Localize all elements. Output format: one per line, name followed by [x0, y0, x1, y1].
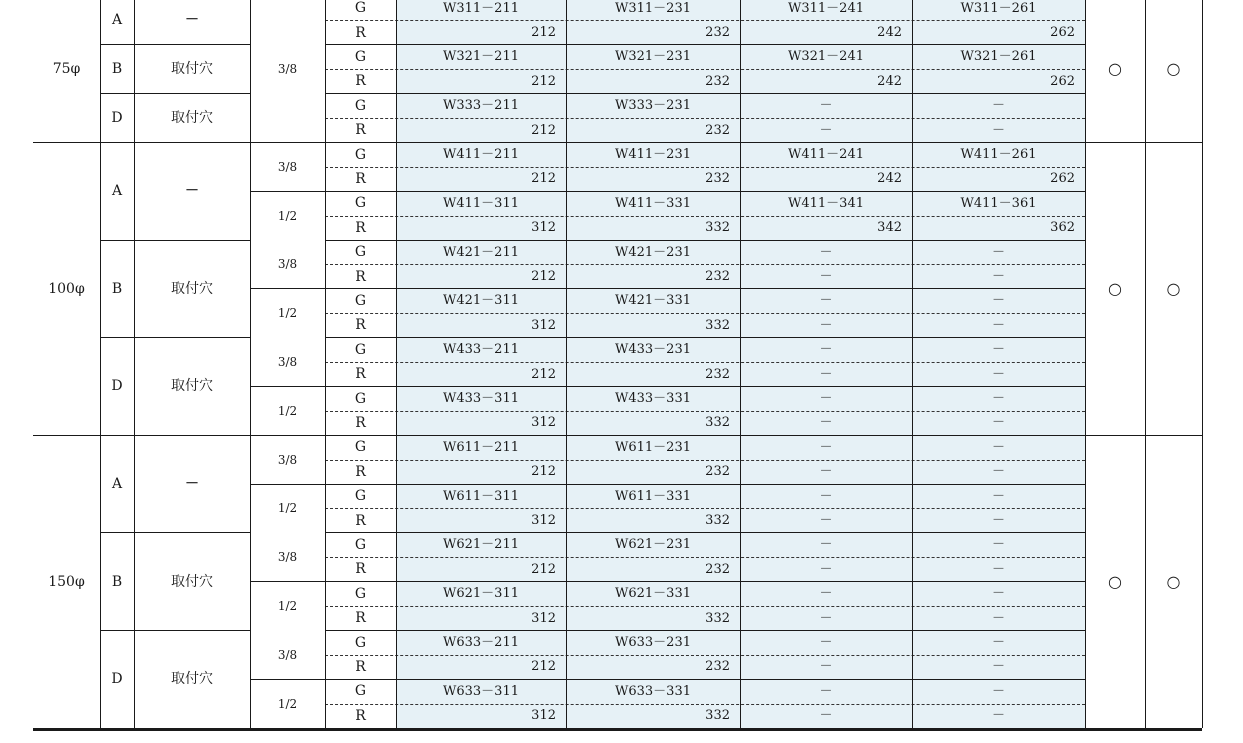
part-number-g: － — [819, 488, 833, 504]
row-divider-dashed — [325, 362, 1085, 363]
column-line — [1145, 0, 1146, 728]
row-divider-dashed — [325, 264, 1085, 265]
part-number-r: － — [991, 659, 1005, 675]
part-number-g: W321－241 — [788, 49, 864, 65]
grade-label-r: R — [355, 317, 366, 334]
part-number-g: W421－231 — [615, 244, 691, 260]
type-code: A — [111, 12, 123, 29]
part-number-g: W611－231 — [615, 439, 691, 455]
part-number-r: 212 — [531, 659, 556, 675]
type-code: A — [111, 475, 123, 492]
part-number-r: － — [991, 366, 1005, 382]
part-number-r: － — [819, 659, 833, 675]
column-line — [566, 0, 567, 728]
grade-label-g: G — [354, 97, 367, 114]
part-number-g: － — [991, 98, 1005, 114]
part-number-g: W421－211 — [443, 244, 519, 260]
part-number-r: 332 — [705, 610, 730, 626]
grade-label-g: G — [354, 634, 367, 651]
rule-line — [250, 191, 325, 192]
part-number-g: － — [991, 683, 1005, 699]
part-number-r: 362 — [1050, 220, 1075, 236]
part-number-r: － — [819, 269, 833, 285]
pipe-size: 1/2 — [277, 208, 298, 223]
part-number-g: － — [991, 586, 1005, 602]
availability-flag: ○ — [1166, 59, 1181, 79]
part-number-g: W411－211 — [443, 147, 519, 163]
availability-mark: ○ — [1108, 59, 1122, 79]
part-number-g: W321－231 — [615, 49, 691, 65]
availability-flag: ○ — [1166, 278, 1181, 298]
part-number-r: － — [819, 317, 833, 333]
rule-line — [100, 337, 250, 338]
part-number-g: W421－311 — [443, 293, 519, 309]
row-divider-dashed — [325, 508, 1085, 509]
part-number-r: 312 — [531, 317, 556, 333]
pipe-size: 1/2 — [277, 696, 298, 711]
grade-label-g: G — [354, 244, 367, 261]
part-number-r: 212 — [531, 269, 556, 285]
part-number-r: 342 — [877, 220, 902, 236]
part-number-r: 262 — [1050, 171, 1075, 187]
column-line — [1202, 0, 1203, 728]
part-number-g: W311－231 — [615, 0, 691, 16]
type-code: D — [111, 671, 123, 688]
rule-line — [100, 532, 250, 533]
part-number-r: 312 — [531, 220, 556, 236]
part-number-r: 212 — [531, 122, 556, 138]
grade-label-r: R — [355, 122, 366, 139]
rule-line — [33, 142, 1202, 143]
part-number-g: W411－311 — [443, 195, 519, 211]
part-number-r: 232 — [705, 73, 730, 89]
pipe-size: 3/8 — [277, 550, 298, 565]
part-number-r: － — [991, 415, 1005, 431]
part-number-r: 232 — [705, 269, 730, 285]
part-number-r: － — [991, 708, 1005, 724]
grade-label-g: G — [354, 292, 367, 309]
part-number-g: － — [819, 244, 833, 260]
rule-line — [100, 240, 250, 241]
row-divider-dashed — [325, 606, 1085, 607]
row-divider-dashed — [325, 704, 1085, 705]
part-number-r: － — [991, 610, 1005, 626]
part-number-r: 332 — [705, 513, 730, 529]
part-number-r: － — [991, 269, 1005, 285]
mounting-hole: 取付穴 — [171, 573, 213, 590]
part-number-g: W411－241 — [788, 147, 864, 163]
part-number-g: W333－231 — [615, 98, 691, 114]
part-number-r: 232 — [705, 659, 730, 675]
part-number-g: W621－311 — [443, 586, 519, 602]
part-number-g: W411－361 — [960, 195, 1037, 211]
part-number-r: 212 — [531, 73, 556, 89]
part-number-r: － — [991, 317, 1005, 333]
part-number-r: － — [991, 464, 1005, 480]
row-divider-dashed — [325, 69, 1085, 70]
mounting-hole: 取付穴 — [171, 61, 213, 78]
row-divider-dashed — [325, 118, 1085, 119]
part-number-g: － — [819, 683, 833, 699]
row-divider-dashed — [325, 313, 1085, 314]
part-number-g: － — [991, 391, 1005, 407]
part-number-r: 212 — [531, 464, 556, 480]
grade-label-g: G — [354, 0, 367, 17]
rule-line — [325, 191, 1085, 192]
rule-line — [250, 484, 325, 485]
grade-label-r: R — [355, 24, 366, 41]
rule-line — [33, 728, 1202, 731]
part-number-g: － — [991, 537, 1005, 553]
availability-mark: ○ — [1108, 571, 1122, 591]
part-number-g: W433－211 — [443, 342, 519, 358]
part-number-r: － — [819, 464, 833, 480]
rule-line — [325, 93, 1085, 94]
rule-line — [325, 630, 1085, 631]
rule-line — [100, 630, 250, 631]
mounting-hole: － — [185, 475, 199, 492]
part-number-r: 312 — [531, 513, 556, 529]
part-number-g: W611－211 — [443, 439, 519, 455]
part-number-r: － — [991, 513, 1005, 529]
rule-line — [100, 93, 250, 94]
type-code: B — [111, 573, 123, 590]
part-number-r: － — [991, 122, 1005, 138]
part-number-r: 232 — [705, 464, 730, 480]
row-divider-dashed — [325, 557, 1085, 558]
pipe-size: 3/8 — [277, 257, 298, 272]
part-number-r: － — [991, 561, 1005, 577]
part-number-g: W621－331 — [615, 586, 691, 602]
rule-line — [250, 581, 325, 582]
column-line — [1085, 0, 1086, 728]
part-number-g: W411－341 — [788, 195, 864, 211]
part-number-g: W433－311 — [443, 391, 519, 407]
grade-label-r: R — [355, 463, 366, 480]
grade-label-r: R — [355, 658, 366, 675]
row-divider-dashed — [325, 460, 1085, 461]
part-number-g: － — [819, 293, 833, 309]
grade-label-r: R — [355, 73, 366, 90]
pipe-size: 3/8 — [277, 62, 298, 77]
part-number-r: 232 — [705, 25, 730, 41]
rule-line — [325, 386, 1085, 387]
rule-line — [325, 288, 1085, 289]
rule-line — [325, 581, 1085, 582]
diameter-label: 100φ — [48, 280, 85, 297]
part-number-g: W621－211 — [443, 537, 519, 553]
part-number-r: 242 — [877, 171, 902, 187]
grade-label-r: R — [355, 170, 366, 187]
rule-line — [250, 288, 325, 289]
grade-label-r: R — [355, 610, 366, 627]
rule-line — [100, 44, 250, 45]
part-number-r: 332 — [705, 220, 730, 236]
part-number-g: W411－261 — [960, 147, 1037, 163]
rule-line — [250, 386, 325, 387]
pipe-size: 3/8 — [277, 452, 298, 467]
part-number-g: － — [819, 537, 833, 553]
part-number-g: W311－211 — [443, 0, 519, 16]
part-number-g: W311－261 — [960, 0, 1037, 16]
column-line — [325, 0, 326, 728]
pipe-size: 3/8 — [277, 354, 298, 369]
rule-line — [250, 679, 325, 680]
column-line — [134, 0, 135, 728]
part-number-g: W411－231 — [615, 147, 691, 163]
row-divider-dashed — [325, 216, 1085, 217]
column-line — [100, 0, 101, 728]
part-number-r: 262 — [1050, 73, 1075, 89]
part-number-r: － — [819, 708, 833, 724]
part-number-r: － — [819, 610, 833, 626]
part-number-r: － — [819, 366, 833, 382]
diameter-label: 75φ — [52, 61, 81, 78]
part-number-r: － — [819, 415, 833, 431]
availability-flag: ○ — [1166, 571, 1181, 591]
part-number-g: － — [819, 98, 833, 114]
grade-label-g: G — [354, 439, 367, 456]
part-number-g: W321－211 — [443, 49, 519, 65]
part-number-r: 332 — [705, 317, 730, 333]
mounting-hole: 取付穴 — [171, 378, 213, 395]
type-code: A — [111, 183, 123, 200]
rule-line — [325, 532, 1085, 533]
grade-label-r: R — [355, 414, 366, 431]
grade-label-g: G — [354, 48, 367, 65]
grade-label-r: R — [355, 366, 366, 383]
rule-line — [325, 679, 1085, 680]
part-number-r: － — [819, 513, 833, 529]
grade-label-r: R — [355, 512, 366, 529]
part-number-r: 242 — [877, 25, 902, 41]
part-number-r: 212 — [531, 25, 556, 41]
grade-label-g: G — [354, 146, 367, 163]
type-code: B — [111, 61, 123, 78]
grade-label-g: G — [354, 195, 367, 212]
rule-line — [325, 337, 1085, 338]
part-number-r: 232 — [705, 171, 730, 187]
part-number-r: 332 — [705, 415, 730, 431]
part-number-r: 262 — [1050, 25, 1075, 41]
part-number-g: W621－231 — [615, 537, 691, 553]
part-number-g: W333－211 — [443, 98, 519, 114]
part-number-g: W433－231 — [615, 342, 691, 358]
part-number-g: － — [991, 293, 1005, 309]
part-number-g: W421－331 — [615, 293, 691, 309]
pipe-size: 3/8 — [277, 647, 298, 662]
part-number-r: 212 — [531, 171, 556, 187]
part-number-g: W321－261 — [960, 49, 1037, 65]
part-number-g: － — [991, 244, 1005, 260]
grade-label-g: G — [354, 390, 367, 407]
column-line — [912, 0, 913, 728]
row-divider-dashed — [325, 655, 1085, 656]
grade-label-g: G — [354, 488, 367, 505]
pipe-size: 1/2 — [277, 598, 298, 613]
part-number-g: W633－311 — [443, 683, 519, 699]
part-number-g: W611－331 — [615, 488, 691, 504]
part-number-r: 232 — [705, 561, 730, 577]
rule-line — [325, 240, 1085, 241]
grade-label-g: G — [354, 341, 367, 358]
pipe-size: 1/2 — [277, 501, 298, 516]
rule-line — [33, 435, 1202, 436]
grade-label-g: G — [354, 585, 367, 602]
column-line — [396, 0, 397, 728]
part-number-g: － — [819, 391, 833, 407]
rule-line — [325, 484, 1085, 485]
part-number-r: 312 — [531, 610, 556, 626]
part-number-r: 232 — [705, 366, 730, 382]
pipe-size: 1/2 — [277, 403, 298, 418]
part-number-r: 242 — [877, 73, 902, 89]
pipe-size: 3/8 — [277, 159, 298, 174]
part-number-g: － — [991, 439, 1005, 455]
part-number-r: 232 — [705, 122, 730, 138]
mounting-hole: 取付穴 — [171, 671, 213, 688]
part-number-r: － — [819, 561, 833, 577]
grade-label-g: G — [354, 536, 367, 553]
part-number-r: 312 — [531, 708, 556, 724]
part-number-g: － — [819, 342, 833, 358]
diameter-label: 150φ — [48, 573, 85, 590]
part-number-g: － — [991, 635, 1005, 651]
type-code: B — [111, 280, 123, 297]
row-divider-dashed — [325, 167, 1085, 168]
part-number-g: W411－331 — [615, 195, 691, 211]
part-number-r: 212 — [531, 366, 556, 382]
grade-label-r: R — [355, 561, 366, 578]
part-number-g: W311－241 — [788, 0, 864, 16]
part-number-r: 332 — [705, 708, 730, 724]
part-number-g: W633－211 — [443, 635, 519, 651]
mounting-hole: 取付穴 — [171, 109, 213, 126]
part-number-g: W633－331 — [615, 683, 691, 699]
type-code: D — [111, 109, 123, 126]
pipe-size: 1/2 — [277, 306, 298, 321]
availability-mark: ○ — [1108, 278, 1122, 298]
column-line — [740, 0, 741, 728]
mounting-hole: － — [185, 12, 199, 29]
rule-line — [325, 44, 1085, 45]
part-number-g: W633－231 — [615, 635, 691, 651]
part-number-g: W611－311 — [443, 488, 519, 504]
row-divider-dashed — [325, 20, 1085, 21]
part-number-g: － — [819, 635, 833, 651]
part-number-g: － — [819, 439, 833, 455]
grade-label-r: R — [355, 707, 366, 724]
part-number-g: － — [991, 342, 1005, 358]
part-number-g: W433－331 — [615, 391, 691, 407]
part-number-g: － — [991, 488, 1005, 504]
grade-label-r: R — [355, 219, 366, 236]
mounting-hole: － — [185, 183, 199, 200]
part-number-r: － — [819, 122, 833, 138]
type-code: D — [111, 378, 123, 395]
mounting-hole: 取付穴 — [171, 280, 213, 297]
grade-label-r: R — [355, 268, 366, 285]
grade-label-g: G — [354, 683, 367, 700]
part-number-r: 212 — [531, 561, 556, 577]
part-number-g: － — [819, 586, 833, 602]
row-divider-dashed — [325, 411, 1085, 412]
column-line — [250, 0, 251, 728]
part-number-r: 312 — [531, 415, 556, 431]
